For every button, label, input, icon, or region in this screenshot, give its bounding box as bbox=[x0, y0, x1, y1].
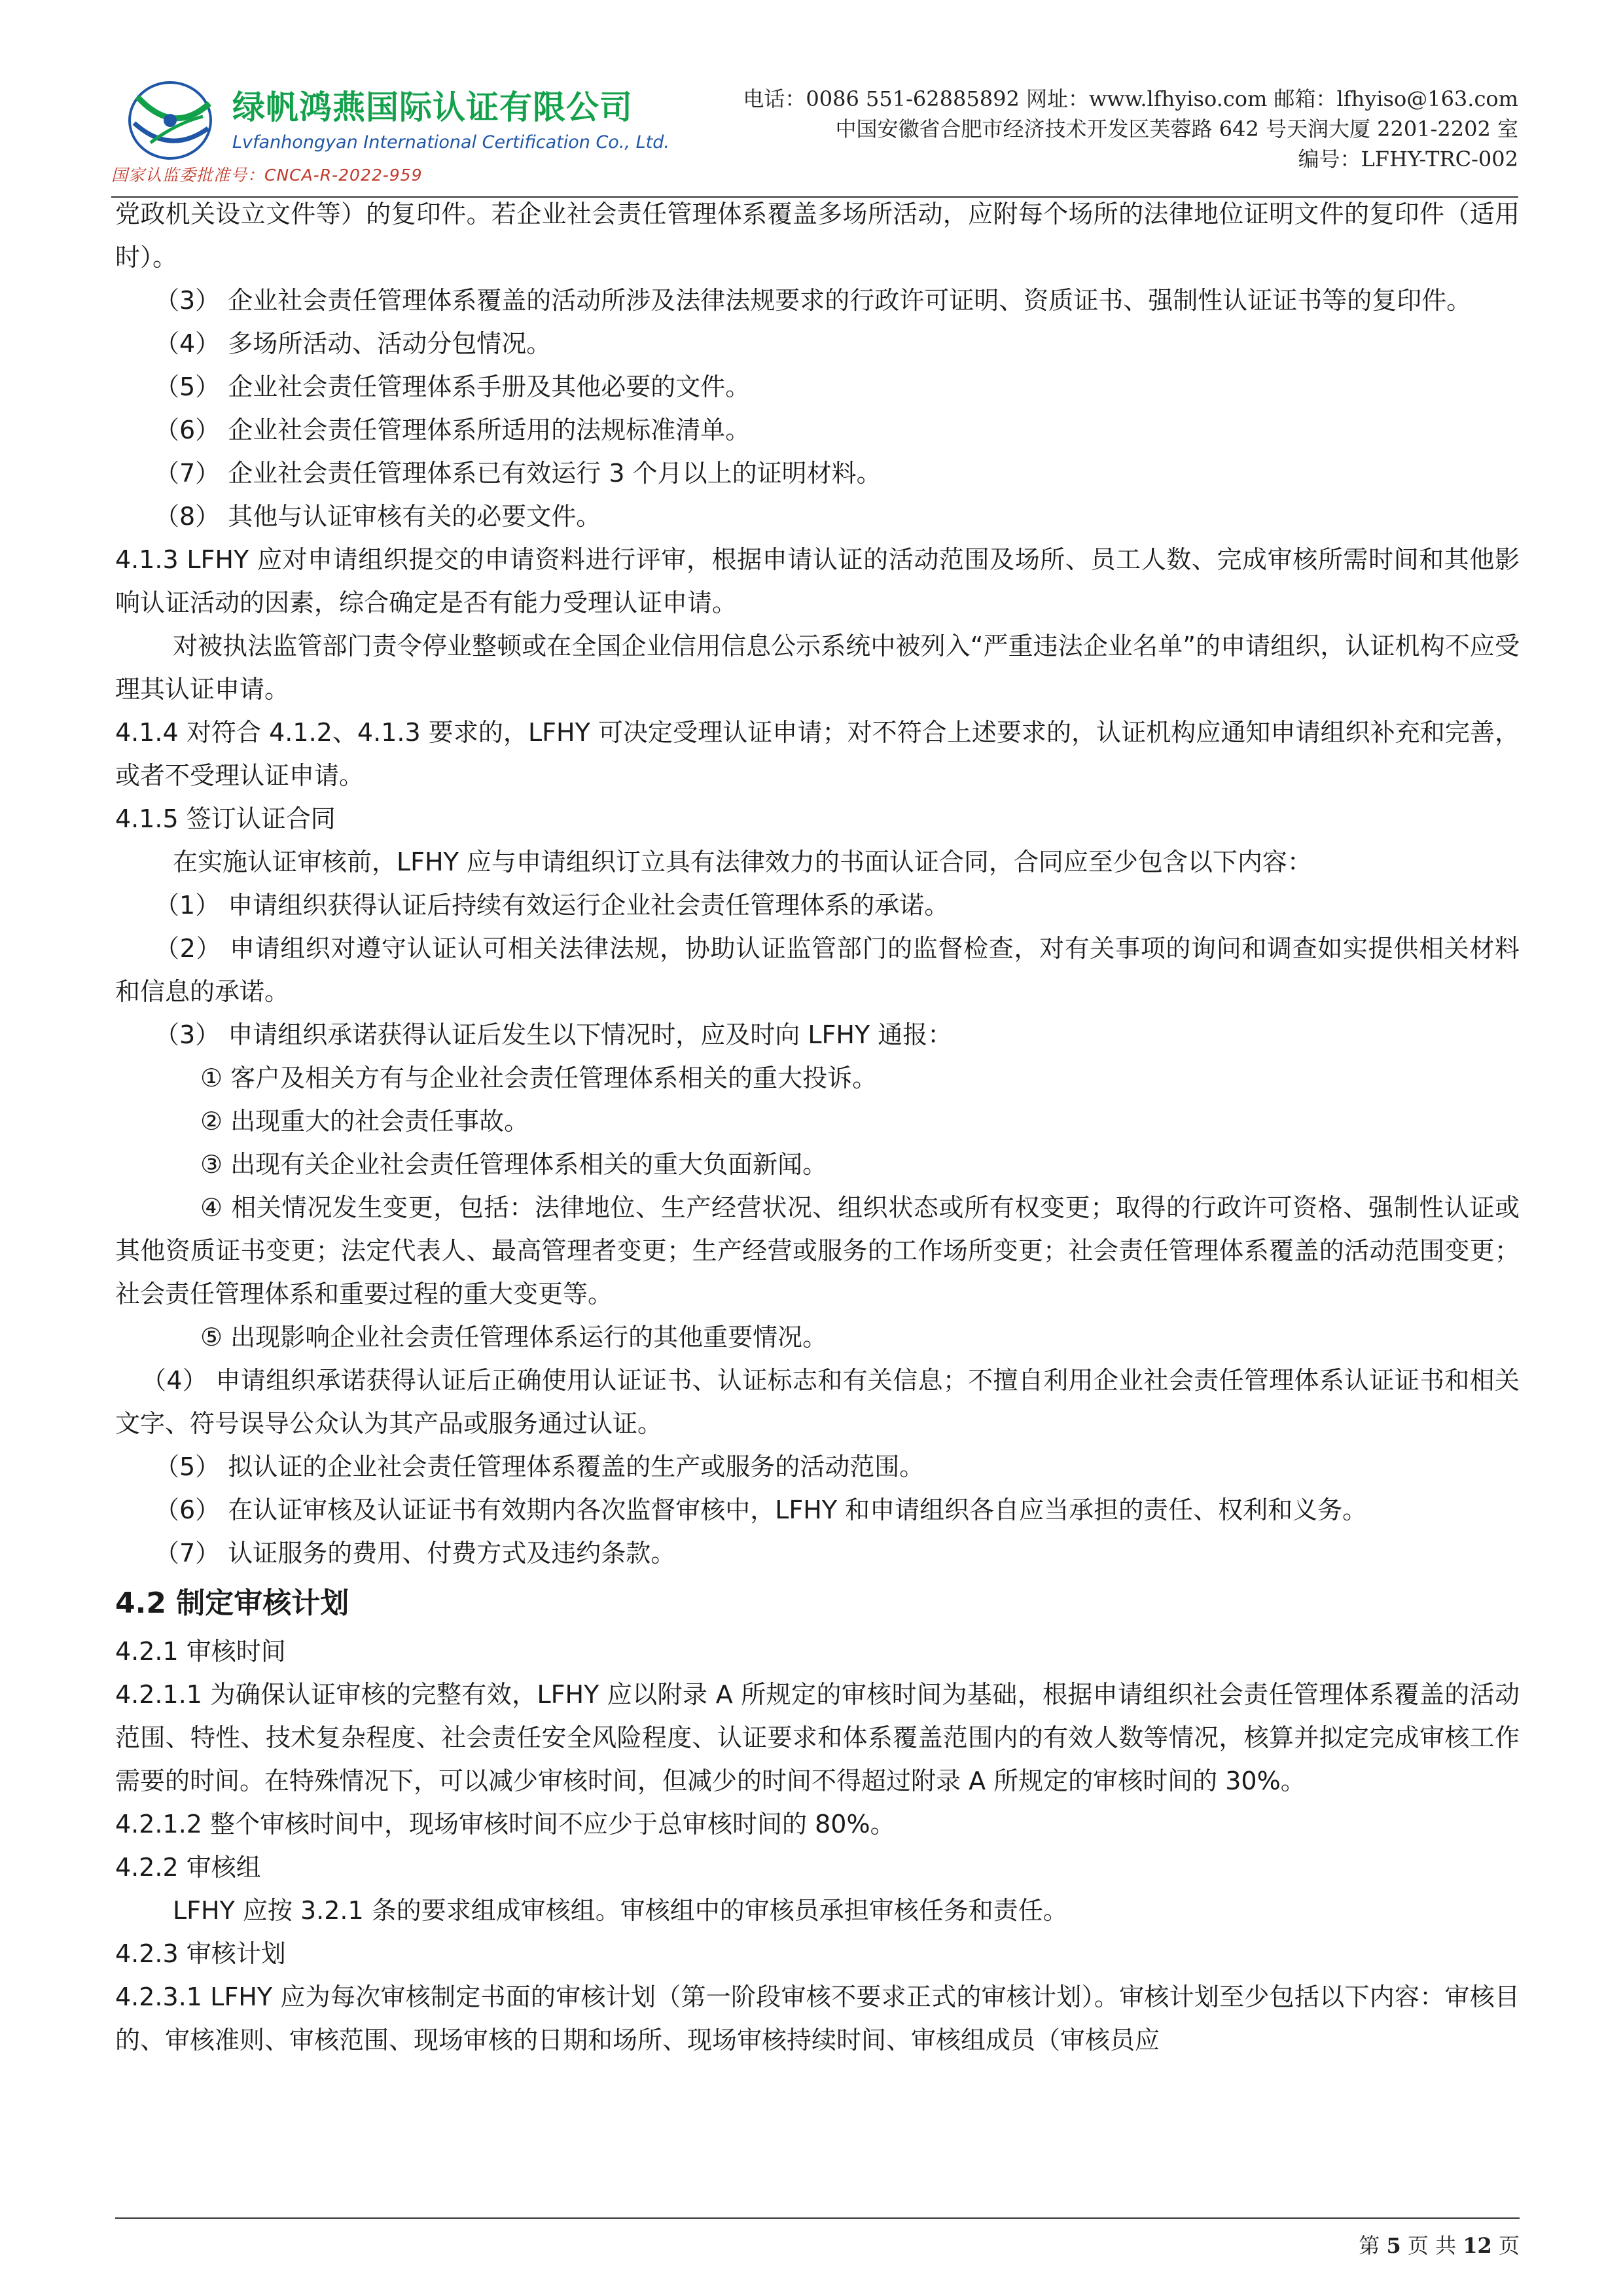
list-item: （3） 申请组织承诺获得认证后发生以下情况时，应及时向 LFHY 通报： bbox=[154, 1020, 953, 1049]
sub-list-item: ③ 出现有关企业社会责任管理体系相关的重大负面新闻。 bbox=[200, 1150, 828, 1179]
approval-number: 国家认监委批准号：CNCA-R-2022-959 bbox=[111, 166, 423, 185]
list-item: （5） 拟认证的企业社会责任管理体系覆盖的生产或服务的活动范围。 bbox=[154, 1452, 925, 1481]
paragraph: LFHY 应按 3.2.1 条的要求组成审核组。审核组中的审核员承担审核任务和责任。 bbox=[173, 1896, 1068, 1925]
list-item: （6） 在认证审核及认证证书有效期内各次监督审核中，LFHY 和申请组织各自应当承担的责任、权利和义务。 bbox=[154, 1496, 1368, 1524]
company-logo bbox=[111, 77, 700, 195]
list-item: （8） 其他与认证审核有关的必要文件。 bbox=[154, 502, 601, 531]
company-name-en: Lvfanhongyan International Certification Co., Ltd. bbox=[232, 132, 669, 152]
list-item: （4） 申请组织承诺获得认证后正确使用认证证书、认证标志和有关信息；不擅自利用企业社会责任管理体系认证证书和相关文字、符号误导公众认为其产品或服务通过认证。 bbox=[115, 1366, 1520, 1438]
clause-4-1-4: 4.1.4 对符合 4.1.2、4.1.3 要求的，LFHY 可决定受理认证申请；对不符合上述要求的，认证机构应通知申请组织补充和完善，或者不受理认证申请。 bbox=[115, 718, 1520, 790]
contact-address: 中国安徽省合肥市经济技术开发区芙蓉路 642 号天润大厦 2201-2202 室 bbox=[835, 117, 1518, 141]
list-item: （7） 认证服务的费用、付费方式及违约条款。 bbox=[154, 1539, 676, 1568]
company-name-cn: 绿帆鸿燕国际认证有限公司 bbox=[232, 88, 633, 126]
sub-list-item: ④ 相关情况发生变更，包括：法律地位、生产经营状况、组织状态或所有权变更；取得的行政许可资格、强制性认证或其他资质证书变更；法定代表人、最高管理者变更；生产经营或服务的工作场所变更；社会责任管理体系覆盖的活动范围变更；社会责任管理体系和重要过程的重大变更等。 bbox=[115, 1193, 1520, 1308]
clause-4-2-3-1: 4.2.3.1 LFHY 应为每次审核制定书面的审核计划（第一阶段审核不要求正式的审核计划）。审核计划至少包括以下内容：审核目的、审核准则、审核范围、现场审核的日期和场所、现场审核持续时间、审核组成员（审核员应 bbox=[115, 1982, 1520, 2054]
sub-list-item: ⑤ 出现影响企业社会责任管理体系运行的其他重要情况。 bbox=[200, 1323, 828, 1352]
clause-4-2-1-heading: 4.2.1 审核时间 bbox=[115, 1637, 286, 1666]
footer-divider bbox=[115, 2217, 1520, 2219]
page-number-prefix: 第 bbox=[1359, 2233, 1387, 2258]
clause-4-1-5-heading: 4.1.5 签订认证合同 bbox=[115, 804, 336, 833]
page-number-suffix: 页 bbox=[1491, 2233, 1520, 2258]
page-number-middle: 页 共 bbox=[1400, 2233, 1463, 2258]
sub-list-item: ① 客户及相关方有与企业社会责任管理体系相关的重大投诉。 bbox=[200, 1064, 878, 1092]
list-item: （5） 企业社会责任管理体系手册及其他必要的文件。 bbox=[154, 372, 751, 401]
list-item: （1） 申请组织获得认证后持续有效运行企业社会责任管理体系的承诺。 bbox=[154, 891, 950, 920]
clause-4-1-3: 4.1.3 LFHY 应对申请组织提交的申请资料进行评审，根据申请认证的活动范围及场所、员工人数、完成审核所需时间和其他影响认证活动的因素，综合确定是否有能力受理认证申请。 bbox=[115, 545, 1520, 617]
paragraph: 在实施认证审核前，LFHY 应与申请组织订立具有法律效力的书面认证合同，合同应至少包含以下内容： bbox=[173, 848, 1312, 876]
page-current: 5 bbox=[1386, 2233, 1401, 2258]
paragraph: 党政机关设立文件等）的复印件。若企业社会责任管理体系覆盖多场所活动，应附每个场所的法律地位证明文件的复印件（适用时）。 bbox=[115, 200, 1520, 272]
page-number bbox=[1359, 2229, 1520, 2259]
contact-phone-web-email: 电话：0086 551-62885892 网址：www.lfhyiso.com 邮箱：lfhyiso@163.com bbox=[743, 86, 1518, 111]
paragraph: 对被执法监管部门责令停业整顿或在全国企业信用信息公示系统中被列入“严重违法企业名单”的申请组织，认证机构不应受理其认证申请。 bbox=[115, 632, 1520, 704]
list-item: （4） 多场所活动、活动分包情况。 bbox=[154, 329, 552, 358]
document-body bbox=[115, 192, 1520, 2062]
page-header bbox=[111, 77, 1518, 195]
list-item: （3） 企业社会责任管理体系覆盖的活动所涉及法律法规要求的行政许可证明、资质证书、强制性认证证书等的复印件。 bbox=[154, 286, 1472, 315]
list-item: （7） 企业社会责任管理体系已有效运行 3 个月以上的证明材料。 bbox=[154, 459, 882, 488]
list-item: （6） 企业社会责任管理体系所适用的法规标准清单。 bbox=[154, 416, 751, 444]
section-heading-4-2: 4.2 制定审核计划 bbox=[115, 1587, 349, 1620]
contact-info bbox=[743, 84, 1518, 174]
globe-logo-icon bbox=[111, 77, 229, 169]
clause-4-2-1-1: 4.2.1.1 为确保认证审核的完整有效，LFHY 应以附录 A 所规定的审核时间为基础，根据申请组织社会责任管理体系覆盖的活动范围、特性、技术复杂程度、社会责任安全风险程度、认证要求和体系覆盖范围内的有效人数等情况，核算并拟定完成审核工作需要的时间。在特殊情况下，可以减少审核时间，但减少的时间不得超过附录 A 所规定的审核时间的 30%。 bbox=[115, 1680, 1520, 1795]
list-item: （2） 申请组织对遵守认证认可相关法律法规，协助认证监管部门的监督检查，对有关事项的询问和调查如实提供相关材料和信息的承诺。 bbox=[115, 934, 1520, 1006]
page-total: 12 bbox=[1463, 2233, 1492, 2258]
sub-list-item: ② 出现重大的社会责任事故。 bbox=[200, 1107, 529, 1136]
document-number: 编号：LFHY-TRC-002 bbox=[1298, 147, 1518, 171]
clause-4-2-3-heading: 4.2.3 审核计划 bbox=[115, 1939, 286, 1968]
clause-4-2-1-2: 4.2.1.2 整个审核时间中，现场审核时间不应少于总审核时间的 80%。 bbox=[115, 1810, 895, 1839]
clause-4-2-2-heading: 4.2.2 审核组 bbox=[115, 1853, 261, 1882]
